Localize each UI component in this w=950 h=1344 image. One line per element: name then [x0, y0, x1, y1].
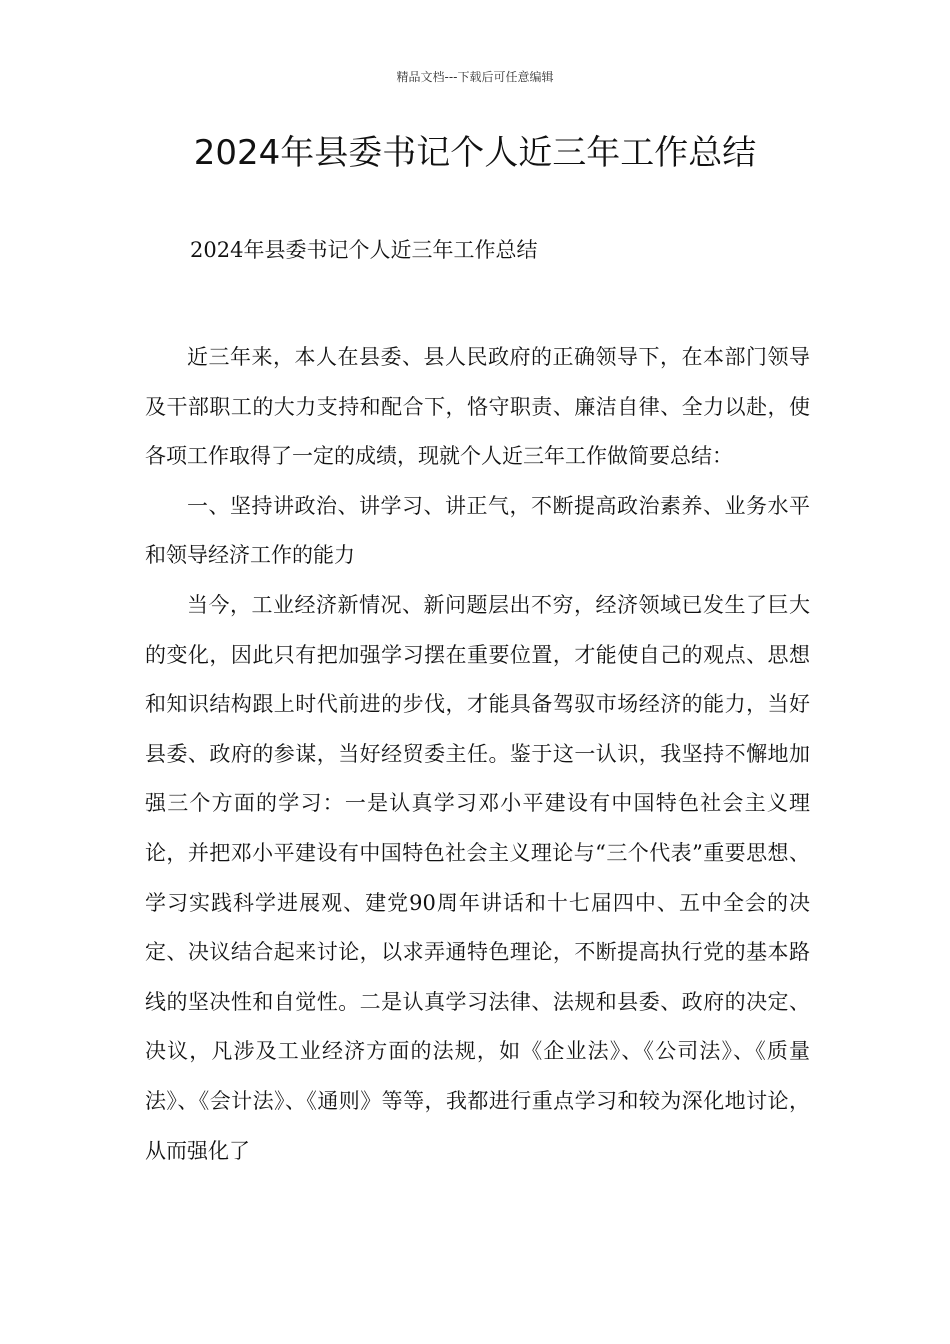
header-note: 精品文档---下载后可任意编辑 — [396, 70, 554, 84]
paragraph-intro: 近三年来，本人在县委、县人民政府的正确领导下，在本部门领导及干部职工的大力支持和配合下，恪守职责、廉洁自律、全力以赴，使各项工作取得了一定的成绩，现就个人近三年工作做简要总结： — [145, 345, 810, 469]
document-title: 2024年县委书记个人近三年工作总结 — [193, 133, 757, 173]
document-subtitle: 2024年县委书记个人近三年工作总结 — [190, 238, 538, 262]
paragraph-section-heading: 一、坚持讲政治、讲学习、讲正气，不断提高政治素养、业务水平和领导经济工作的能力 — [145, 493, 810, 568]
paragraph-study: 当今，工业经济新情况、新问题层出不穷，经济领域已发生了巨大的变化，因此只有把加强学习摆在重要位置，才能使自己的观点、思想和知识结构跟上时代前进的步伐，才能具备驾驭市场经济的能力，当好县委、政府的参谋，当好经贸委主任。鉴于这一认识，我坚持不懈地加强三个方面的学习：一是认真学习邓小平建设有中国特色社会主义理论，并把邓小平建设有中国特色社会主义理论与“三个代表”重要思想、学习实践科学进展观、建党90周年讲话和十七届四中、五中全会的决定、决议结合起来讨论，以求弄通特色理论，不断提高执行党的基本路线的坚决性和自觉性。二是认真学习法律、法规和县委、政府的决定、决议，凡涉及工业经济方面的法规，如《企业法》、《公司法》、《质量法》、《会计法》、《通则》等等，我都进行重点学习和较为深化地讨论，从而强化了 — [145, 592, 810, 1163]
document-body — [145, 333, 810, 1176]
